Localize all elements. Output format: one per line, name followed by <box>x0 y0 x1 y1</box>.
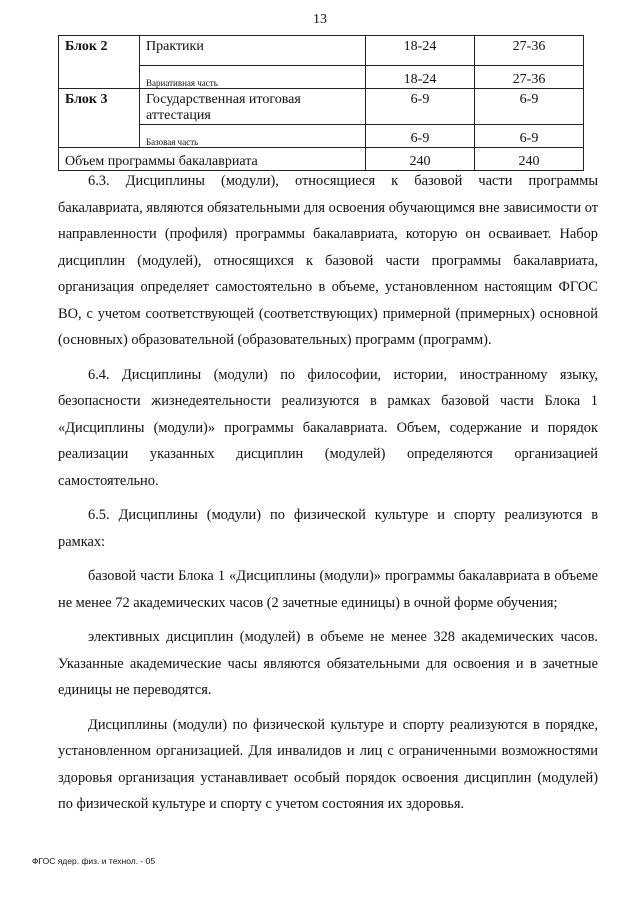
paragraph-6-6: Дисциплины (модули) по физической культуре и спорту реализуются в порядке, установленном организацией. Для инвалидов и лиц с ограниченными возможностями здоровья организация устанавливает особый порядок освоения дисциплин (модулей) по физической культуре и спорту с учетом состояния их здоровья. <box>58 716 598 812</box>
paragraph-6-5: 6.5. Дисциплины (модули) по физической культуре и спорту реализуются в рамках: <box>58 507 598 550</box>
curriculum-table <box>58 35 584 171</box>
row-name: Базовая часть <box>140 125 366 148</box>
paragraph-6-5-item-2: элективных дисциплин (модулей) в объеме не менее 328 академических часов. Указанные академические часы являются обязательными для освоения и в зачетные единицы не переводятся. <box>58 629 598 698</box>
credits-col1: 6-9 <box>366 125 475 148</box>
credits-col2: 27-36 <box>475 66 584 89</box>
block-label: Блок 2 <box>59 36 140 66</box>
credits-col1: 6-9 <box>366 89 475 125</box>
table-row <box>59 66 584 89</box>
paragraph-6-4: 6.4. Дисциплины (модули) по философии, истории, иностранному языку, безопасности жизнедеятельности реализуются в рамках базовой части Блока 1 «Дисциплины (модули)» программы бакалавриата. Объем, содержание и порядок реализации указанных дисциплин (модулей) определяются организацией самостоятельно. <box>58 366 598 489</box>
table-row <box>59 125 584 148</box>
total-col1: 240 <box>366 148 475 171</box>
row-name: Вариативная часть <box>140 66 366 89</box>
credits-col2: 6-9 <box>475 89 584 125</box>
block-label <box>59 125 140 148</box>
table-row <box>59 89 584 125</box>
row-name: Государственная итоговая аттестация <box>140 89 366 125</box>
credits-col1: 18-24 <box>366 36 475 66</box>
paragraph-6-5-item-1: базовой части Блока 1 «Дисциплины (модули)» программы бакалавриата в объеме не менее 72 академических часов (2 зачетные единицы) в очной форме обучения; <box>58 568 598 611</box>
row-name: Практики <box>140 36 366 66</box>
credits-col2: 6-9 <box>475 125 584 148</box>
total-label: Объем программы бакалавриата <box>59 148 366 171</box>
block-label <box>59 66 140 89</box>
credits-col1: 18-24 <box>366 66 475 89</box>
table-row <box>59 36 584 66</box>
footer-code: ФГОС ядер. физ. и технол. - 05 <box>32 856 156 866</box>
credits-col2: 27-36 <box>475 36 584 66</box>
document-body <box>58 168 598 818</box>
block-label: Блок 3 <box>59 89 140 125</box>
paragraph-6-3: 6.3. Дисциплины (модули), относящиеся к базовой части программы бакалавриата, являются обязательными для освоения обучающимся вне зависимости от направленности (профиля) программы бакалавриата, которую он осваивает. Набор дисциплин (модулей), относящихся к базовой части программы бакалавриата, организация определяет самостоятельно в объеме, установленном настоящим ФГОС ВО, с учетом соответствующей (соответствующих) примерной (примерных) основной (основных) образовательной (образовательных) программ (программ). <box>58 173 598 348</box>
page-number: 13 <box>313 12 327 27</box>
total-col2: 240 <box>475 148 584 171</box>
